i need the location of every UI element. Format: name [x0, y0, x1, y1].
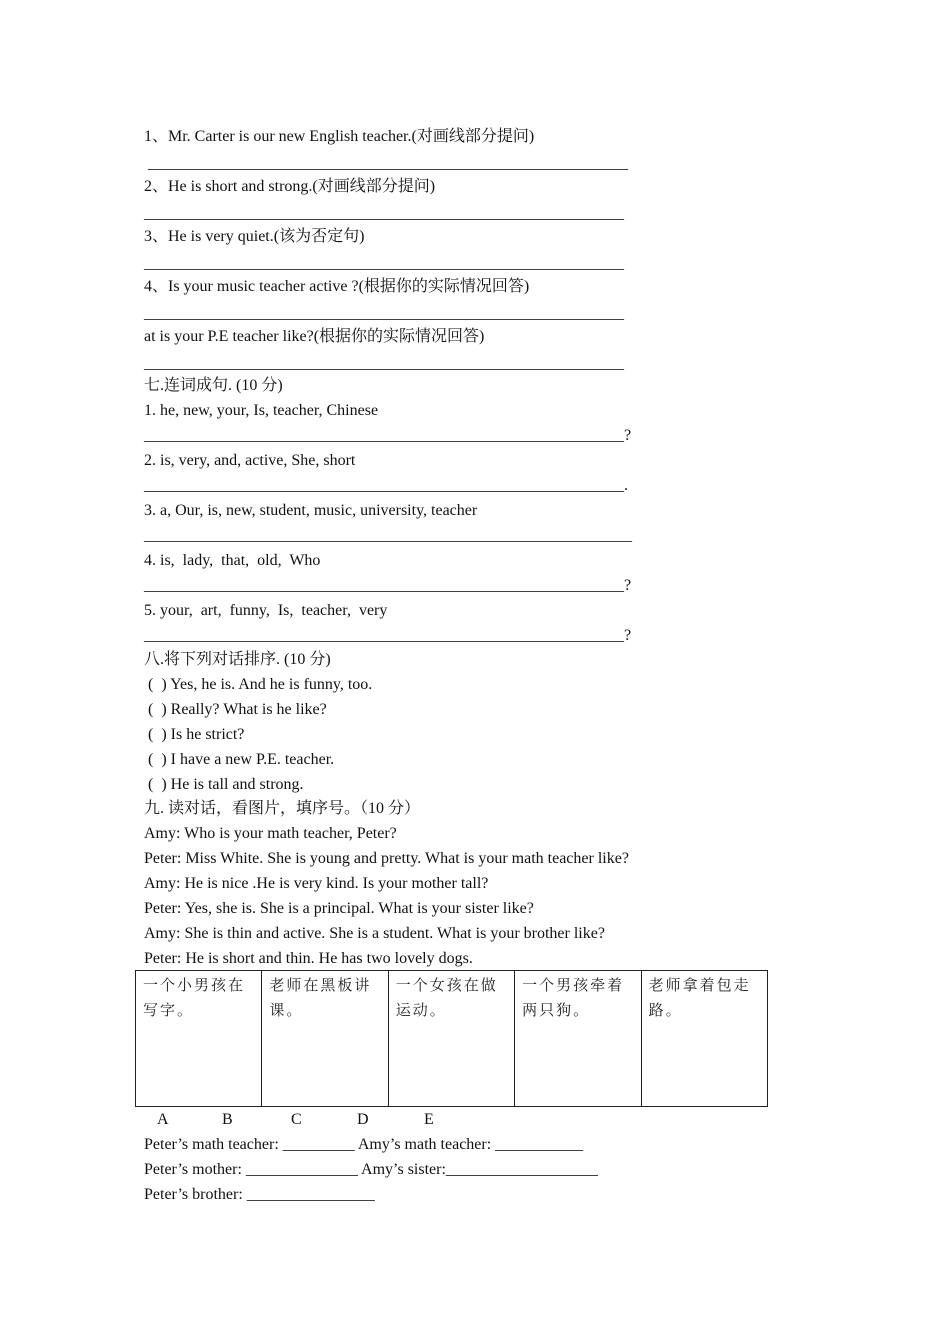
answer-line-6-3: ____________________________________________________________: [144, 255, 624, 272]
question-6-5: at is your P.E teacher like?(根据你的实际情况回答): [144, 328, 485, 345]
answer-line-6-1: ____________________________________________________________: [144, 155, 628, 172]
answer-row-2: Peter’s mother: ______________ Amy’s sister:___________________: [144, 1161, 598, 1178]
dialogue-order-item-5: ( ) He is tall and strong.: [144, 776, 304, 793]
dialogue-line-2: Peter: Miss White. She is young and pretty. What is your math teacher like?: [144, 850, 629, 867]
letter-b: B: [222, 1111, 233, 1128]
letter-c: C: [291, 1111, 302, 1128]
answer-line-6-4: ____________________________________________________________: [144, 305, 624, 322]
dialogue-line-5: Amy: She is thin and active. She is a student. What is your brother like?: [144, 925, 605, 942]
answer-line-7-4: ____________________________________________________________?: [144, 577, 632, 594]
picture-cell-e: 老师拿着包走路。: [641, 971, 767, 1107]
letter-d: D: [357, 1111, 369, 1128]
answer-line-6-5: ____________________________________________________________: [144, 355, 624, 372]
answer-line-7-1: ____________________________________________________________?: [144, 427, 632, 444]
question-7-5: 5. your, art, funny, Is, teacher, very: [144, 602, 388, 619]
dialogue-line-3: Amy: He is nice .He is very kind. Is your mother tall?: [144, 875, 489, 892]
answer-line-7-2: ____________________________________________________________.: [144, 477, 628, 494]
picture-letters: [0, 1110, 950, 1130]
picture-cell-d: 一个男孩牵着两只狗。: [515, 971, 641, 1107]
question-6-4: 4、Is your music teacher active ?(根据你的实际情况回答): [144, 278, 530, 295]
question-7-1: 1. he, new, your, Is, teacher, Chinese: [144, 402, 379, 419]
answer-line-7-3: _____________________________________________________________: [144, 527, 632, 544]
answer-row-1: Peter’s math teacher: _________ Amy’s math teacher: ___________: [144, 1136, 584, 1153]
letter-a: A: [157, 1111, 169, 1128]
dialogue-order-item-4: ( ) I have a new P.E. teacher.: [144, 751, 335, 768]
picture-cell-a: 一个小男孩在写字。: [136, 971, 262, 1107]
dialogue-order-item-2: ( ) Really? What is he like?: [144, 701, 327, 718]
question-7-3: 3. a, Our, is, new, student, music, university, teacher: [144, 502, 478, 519]
section-7-title: 七.连词成句. (10 分): [144, 377, 283, 394]
answer-line-7-5: ____________________________________________________________?: [144, 627, 632, 644]
answer-row-3: Peter’s brother: ________________: [144, 1186, 375, 1203]
dialogue-order-item-3: ( ) Is he strict?: [144, 726, 245, 743]
question-6-2: 2、He is short and strong.(对画线部分提问): [144, 178, 436, 195]
dialogue-line-4: Peter: Yes, she is. She is a principal. What is your sister like?: [144, 900, 534, 917]
section-9-title: 九. 读对话，看图片，填序号。（10 分）: [144, 800, 421, 817]
letter-e: E: [424, 1111, 434, 1128]
question-7-2: 2. is, very, and, active, She, short: [144, 452, 356, 469]
picture-cell-c: 一个女孩在做运动。: [388, 971, 514, 1107]
dialogue-order-item-1: ( ) Yes, he is. And he is funny, too.: [144, 676, 373, 693]
dialogue-line-1: Amy: Who is your math teacher, Peter?: [144, 825, 397, 842]
section-8-title: 八.将下列对话排序. (10 分): [144, 651, 331, 668]
dialogue-line-6: Peter: He is short and thin. He has two lovely dogs.: [144, 950, 473, 967]
question-7-4: 4. is, lady, that, old, Who: [144, 552, 321, 569]
picture-table: [135, 970, 768, 1107]
picture-cell-b: 老师在黑板讲课。: [262, 971, 388, 1107]
question-6-3: 3、He is very quiet.(该为否定句): [144, 228, 365, 245]
question-6-1: 1、Mr. Carter is our new English teacher.(对画线部分提问): [144, 128, 535, 145]
answer-line-6-2: ____________________________________________________________: [144, 205, 624, 222]
